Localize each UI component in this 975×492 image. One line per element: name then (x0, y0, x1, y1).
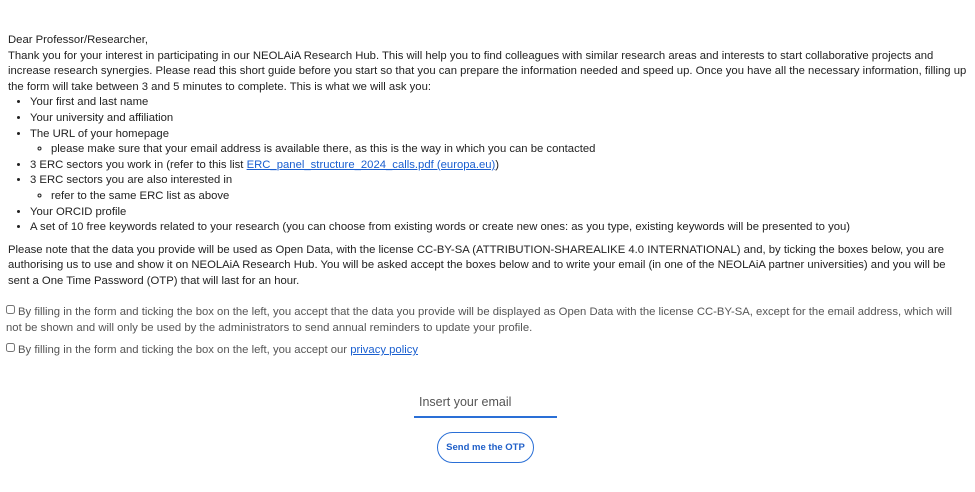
list-item-university (30, 111, 968, 127)
privacy-policy-link[interactable]: privacy policy (350, 344, 419, 356)
greeting-text: Dear Professor/Researcher, (8, 34, 149, 46)
open-data-consent-checkbox[interactable] (6, 305, 15, 314)
list-item-erc-work (30, 158, 968, 174)
list-item-name (30, 95, 968, 111)
privacy-consent-label: By filling in the form and ticking the box on the left, you accept our (18, 344, 351, 356)
erc-panel-link[interactable]: ERC_panel_structure_2024_calls.pdf (europa.eu) (246, 158, 496, 171)
privacy-consent-checkbox[interactable] (6, 343, 15, 352)
list-item-label: The URL of your homepage (30, 127, 169, 140)
erc-work-suffix: ) (495, 158, 500, 171)
list-item-label: Your university and affiliation (30, 111, 174, 124)
list-item-homepage (30, 127, 968, 158)
list-item-label: A set of 10 free keywords related to your research (you can choose from existing words or create new ones: as you type, existing keywords will be presented to you) (30, 221, 851, 234)
homepage-sublist (30, 142, 968, 158)
open-data-consent-label: By filling in the form and ticking the box on the left, you accept that the data you provide will be displayed as Open Data with the license CC-BY-SA, except for the email address, which will not be shown and will only be used by the administrators to send annual reminders to update your profile. (6, 306, 952, 334)
list-item-label: Your first and last name (30, 96, 149, 109)
open-data-note: Please note that the data you provide will be used as Open Data, with the license CC-BY-SA (ATTRIBUTION-SHAREALIKE 4.0 INTERNATIONAL) and, by ticking the boxes below, you are authorising us to use and show it on NEOLAiA Research Hub. You will be asked accept the boxes below and to write your email (in one of the NEOLAiA partner universities) and you will be sent a One Time Password (OTP) that will last for an hour. (8, 243, 946, 287)
erc-interest-sublist (30, 189, 968, 205)
letter-content (8, 33, 968, 290)
list-item-label: Your ORCID profile (30, 205, 127, 218)
list-item-erc-interest (30, 173, 968, 204)
erc-work-prefix: 3 ERC sectors you work in (refer to this list (30, 158, 247, 171)
sublist-item-email-note (51, 142, 968, 158)
list-item-keywords (30, 220, 968, 236)
list-item-label: 3 ERC sectors you are also interested in (30, 174, 233, 187)
email-field-wrapper (414, 392, 557, 418)
intro-paragraph: Thank you for your interest in participating in our NEOLAiA Research Hub. This will help you to find colleagues with similar research areas and interests to start collaborative projects and increase research synergies. Please read this short guide before you start so that you can prepare the information needed and speed up. Once you have all the necessary information, filling up the form will take between 3 and 5 minutes to complete. This is what we will ask you: (8, 49, 967, 93)
sublist-item-label: please make sure that your email address is available there, as this is the way in which you can be contacted (51, 143, 596, 156)
requirements-list (8, 95, 968, 235)
sublist-item-erc-reference (51, 189, 968, 205)
open-data-consent-row (6, 305, 968, 336)
sublist-item-label: refer to the same ERC list as above (51, 189, 230, 202)
email-input[interactable] (414, 392, 557, 412)
privacy-consent-row (6, 343, 968, 359)
list-item-orcid (30, 205, 968, 221)
send-otp-button[interactable]: Send me the OTP (437, 432, 534, 463)
